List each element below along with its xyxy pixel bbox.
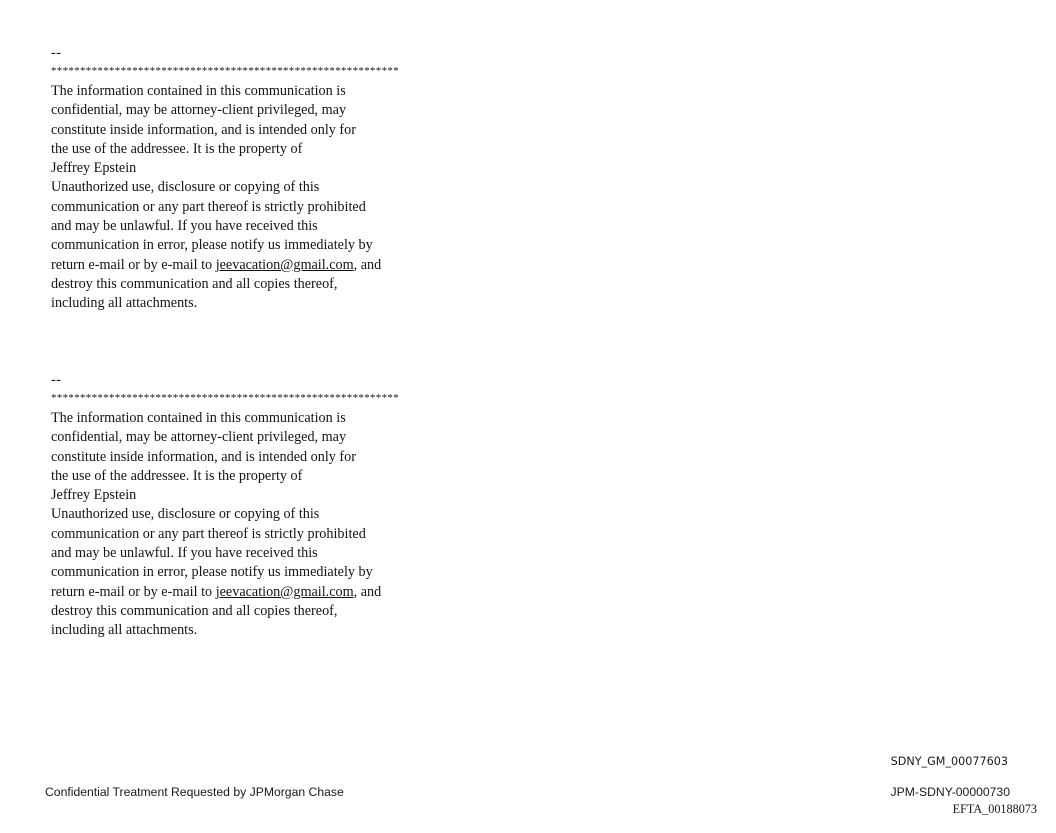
bates-number-jpm: JPM-SDNY-00000730	[890, 785, 1010, 799]
disclaimer-block	[51, 371, 399, 641]
email-link[interactable]: jeevacation@gmail.com	[215, 583, 354, 600]
disclaimer-line: constitute inside information, and is intended only for	[51, 121, 356, 138]
disclaimer-line: destroy this communication and all copies thereof,	[51, 275, 338, 292]
bates-number-efta: EFTA_00188073	[952, 802, 1037, 816]
disclaimer-line: constitute inside information, and is intended only for	[51, 448, 356, 465]
disclaimer-line: communication in error, please notify us immediately by	[51, 237, 373, 254]
disclaimer-line: destroy this communication and all copies thereof,	[51, 602, 338, 619]
disclaimer-line: The information contained in this communication is	[51, 410, 346, 426]
asterisk-divider: ************************************************************	[51, 392, 399, 404]
asterisk-divider: ************************************************************	[51, 65, 399, 77]
email-suffix: , and	[353, 256, 382, 273]
signature-separator: --	[51, 45, 62, 61]
bates-number-sdny: SDNY_GM_00077603	[890, 755, 1008, 768]
email-link[interactable]: jeevacation@gmail.com	[215, 256, 354, 273]
email-prefix: return e-mail or by e-mail to	[51, 583, 216, 600]
disclaimer-line: and may be unlawful. If you have received this	[51, 218, 318, 235]
disclaimer-line: communication or any part thereof is strictly prohibited	[51, 525, 366, 542]
disclaimer-block	[51, 44, 399, 314]
signature-separator: --	[51, 372, 62, 388]
disclaimer-line: including all attachments.	[51, 622, 198, 639]
disclaimer-line: Unauthorized use, disclosure or copying of this	[51, 506, 320, 523]
disclaimer-email-line	[51, 583, 399, 602]
disclaimer-line: communication or any part thereof is strictly prohibited	[51, 198, 366, 215]
disclaimer-line: The information contained in this communication is	[51, 83, 346, 99]
disclaimer-line: confidential, may be attorney-client privileged, may	[51, 429, 347, 446]
disclaimer-line: Unauthorized use, disclosure or copying of this	[51, 179, 320, 196]
disclaimer-line: including all attachments.	[51, 295, 198, 312]
disclaimer-line: the use of the addressee. It is the property of	[51, 140, 303, 157]
disclaimer-line: communication in error, please notify us immediately by	[51, 564, 373, 581]
email-prefix: return e-mail or by e-mail to	[51, 256, 216, 273]
disclaimer-line: Jeffrey Epstein	[51, 487, 137, 504]
email-suffix: , and	[353, 583, 382, 600]
disclaimer-line: confidential, may be attorney-client privileged, may	[51, 102, 347, 119]
disclaimer-line: Jeffrey Epstein	[51, 160, 137, 177]
disclaimer-line: and may be unlawful. If you have received this	[51, 545, 318, 562]
confidential-notice: Confidential Treatment Requested by JPMorgan Chase	[45, 785, 344, 799]
disclaimer-line: the use of the addressee. It is the property of	[51, 467, 303, 484]
disclaimer-email-line	[51, 256, 399, 275]
